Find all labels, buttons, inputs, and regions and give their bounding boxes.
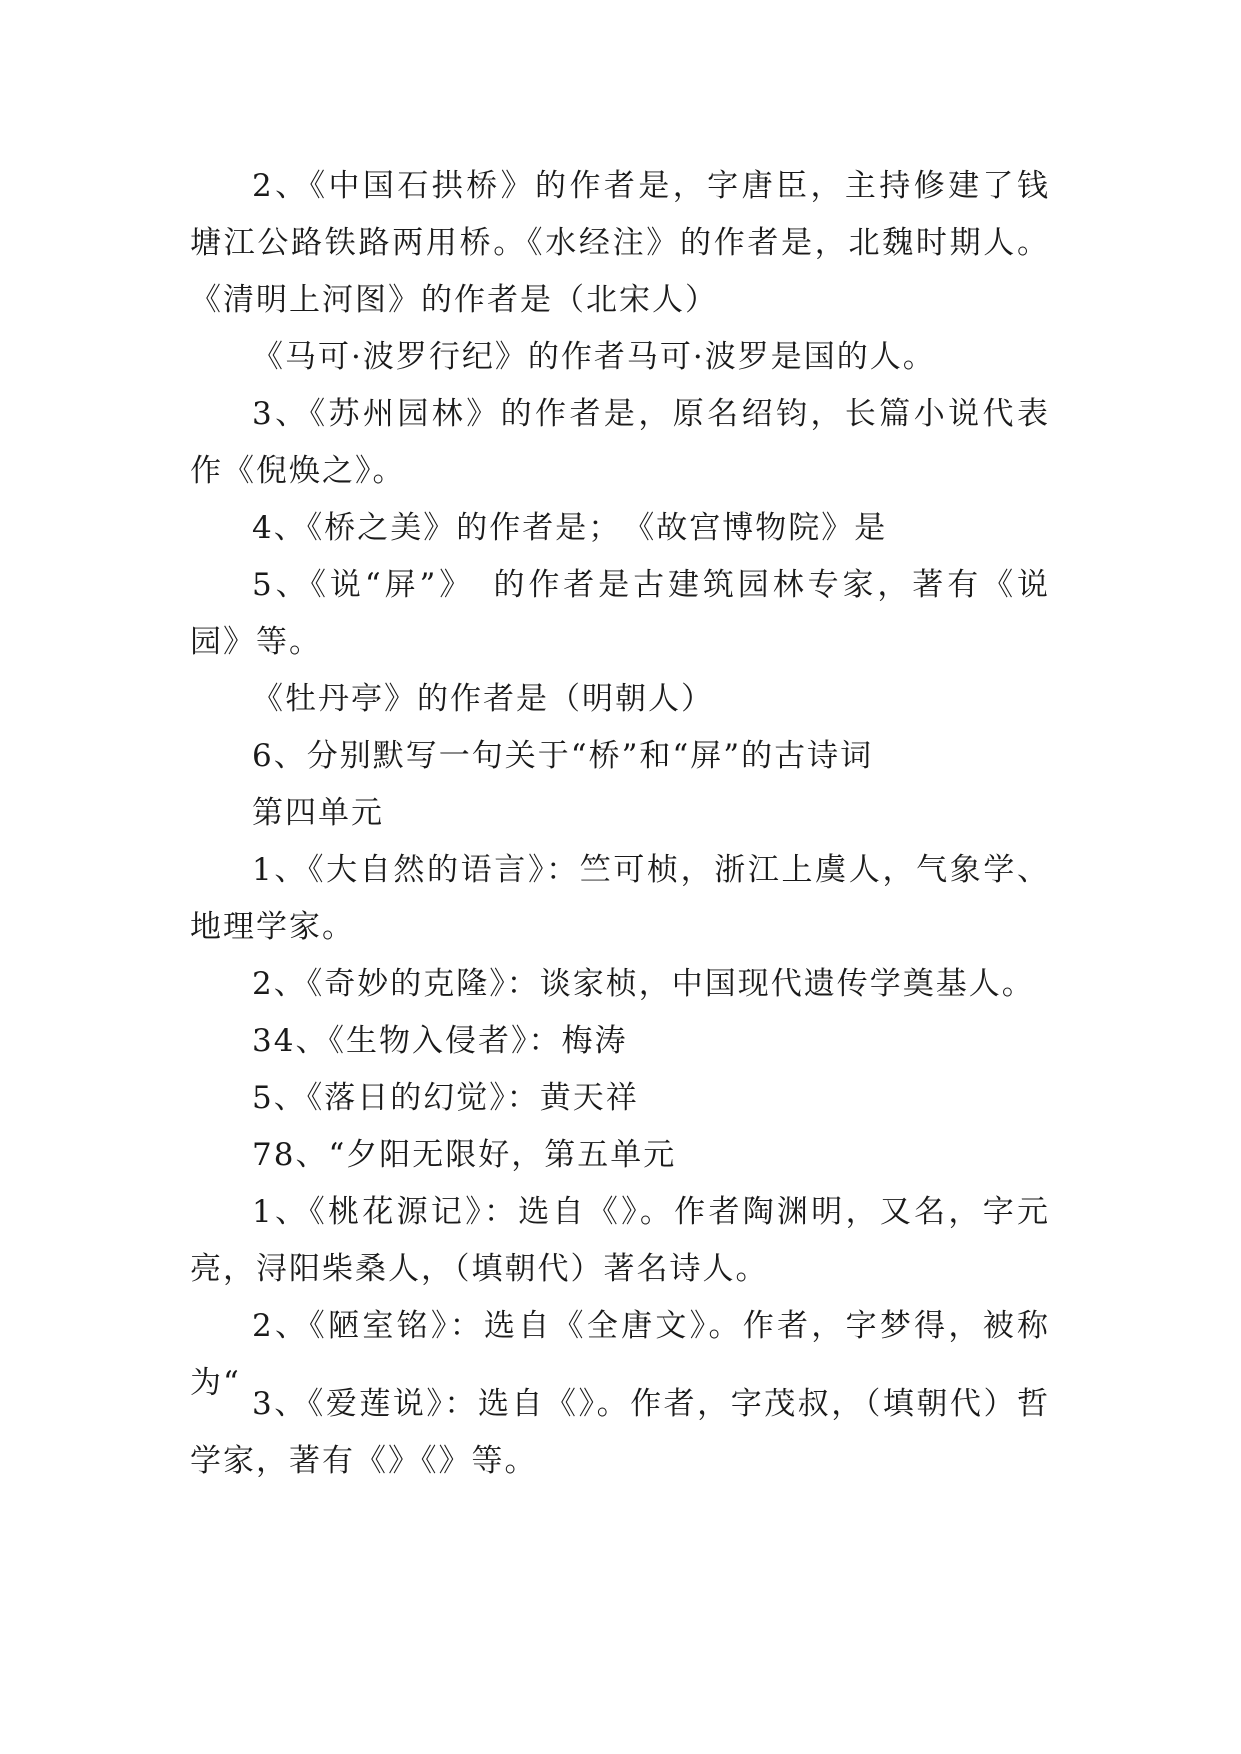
paragraph-unit-five: 78、“夕阳无限好，第五单元	[252, 1137, 677, 1173]
paragraph-bio-invaders: 34、《生物入侵者》：梅涛	[252, 1023, 628, 1059]
paragraph-suzhou-gardens: 3、《苏州园林》的作者是，原名绍钧，长篇小说代表作《倪焕之》。	[190, 396, 1050, 489]
paragraph-nature-language: 1、《大自然的语言》：竺可桢，浙江上虞人，气象学、地理学家。	[190, 852, 1050, 945]
paragraph-lotus: 3、《爱莲说》：选自《》。作者，字茂叔，（填朝代）哲学家，著有《》《》等。	[190, 1386, 1050, 1479]
paragraph-poems: 6、分别默写一句关于“桥”和“屏”的古诗词	[252, 738, 874, 774]
paragraph-peony-pavilion: 《牡丹亭》的作者是（明朝人）	[252, 681, 714, 717]
paragraph-stone-bridge: 2、《中国石拱桥》的作者是，字唐臣，主持修建了钱塘江公路铁路两用桥。《水经注》的作者是，北魏时期人。《清明上河图》的作者是（北宋人）	[190, 168, 1050, 318]
paragraph-bridge-beauty: 4、《桥之美》的作者是； 《故宫博物院》是	[252, 510, 888, 546]
document-body	[190, 158, 1050, 1490]
paragraph-peach-blossom: 1、《桃花源记》：选自《》。作者陶渊明，又名，字元亮，浔阳柴桑人，（填朝代）著名诗人。	[190, 1194, 1050, 1287]
paragraph-screen: 5、《说“屏”》 的作者是古建筑园林专家，著有《说园》等。	[190, 567, 1050, 660]
section-heading-unit-four: 第四单元	[252, 795, 384, 831]
paragraph-humble-room: 2、《陋室铭》：选自《全唐文》。作者，字梦得，被称为“	[190, 1308, 1050, 1401]
paragraph-cloning: 2、《奇妙的克隆》：谈家桢，中国现代遗传学奠基人。	[252, 966, 1035, 1002]
paragraph-marco-polo: 《马可·波罗行纪》的作者马可·波罗是国的人。	[252, 339, 936, 375]
paragraph-sunset-illusion: 5、《落日的幻觉》：黄天祥	[252, 1080, 639, 1116]
